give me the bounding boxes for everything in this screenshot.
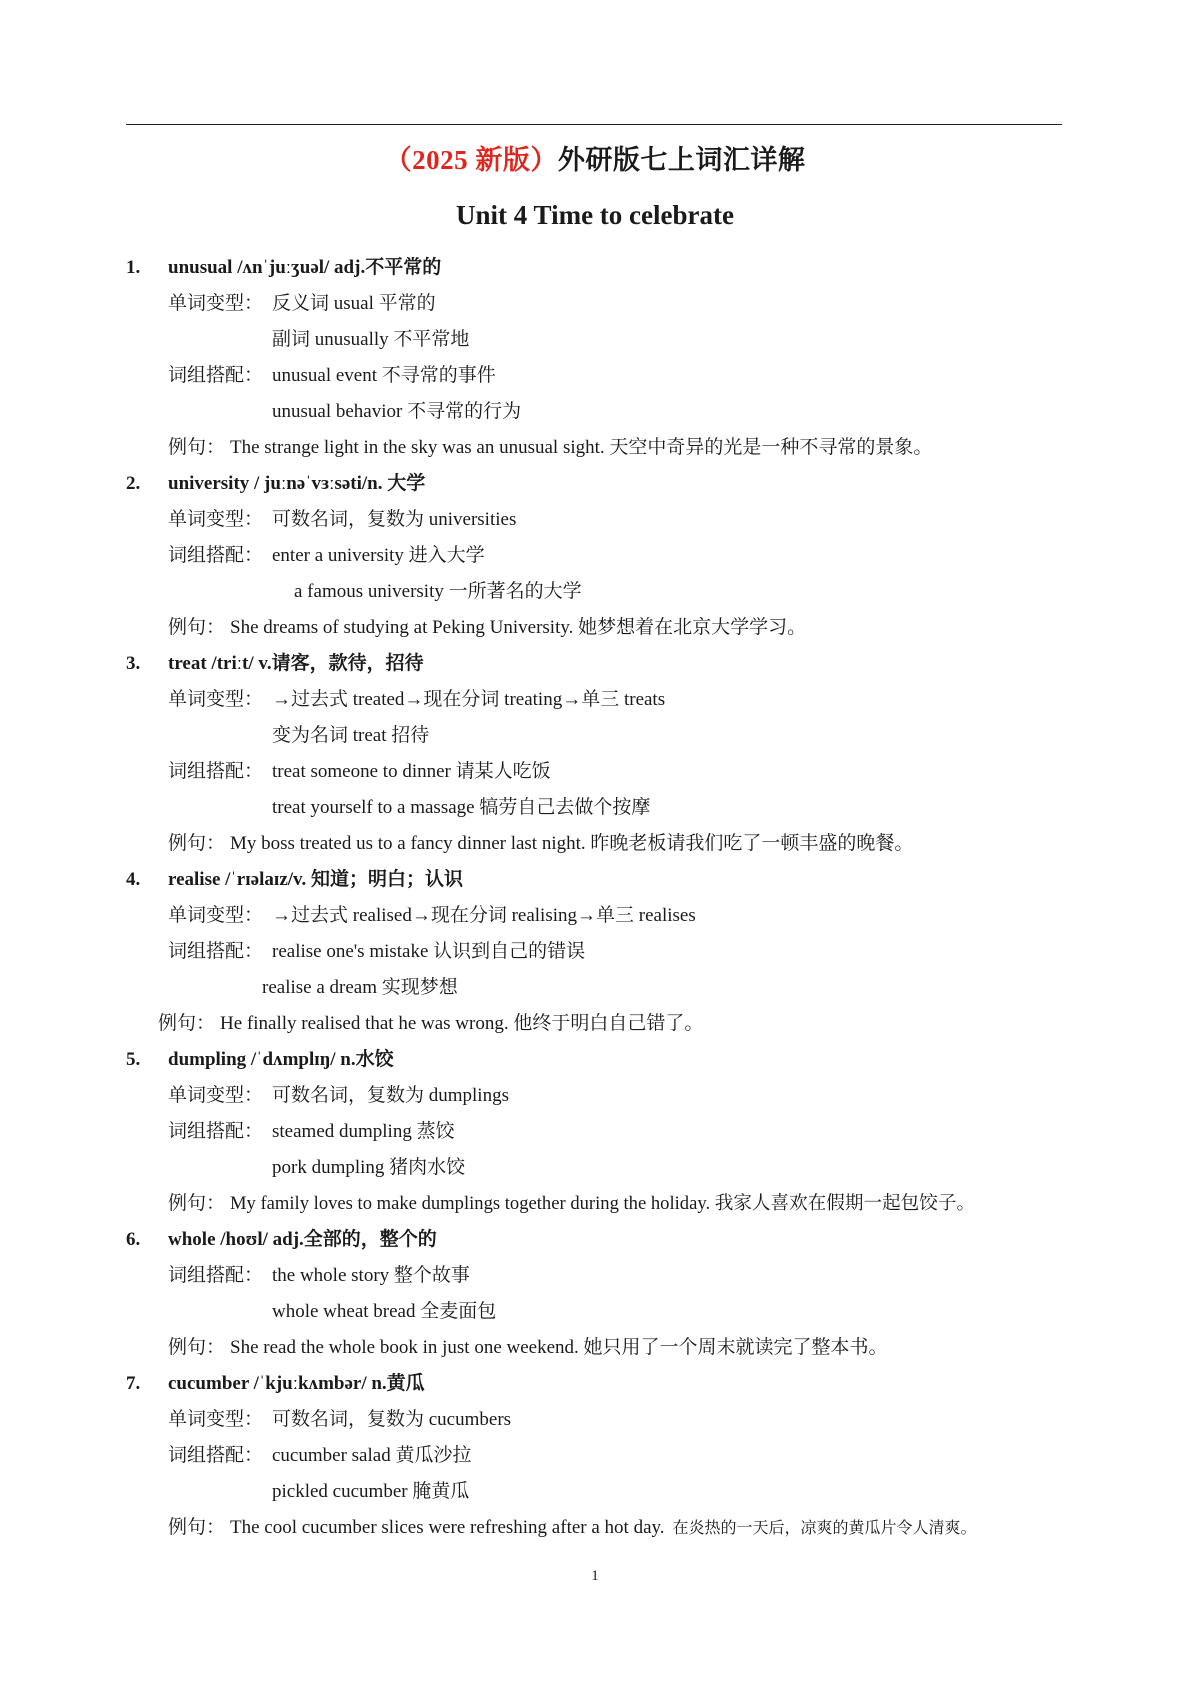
entry-headword: realise /ˈrɪəlaɪz/v. 知道；明白；认识 — [168, 869, 464, 890]
forms-line: 副词 unusually 不平常地 — [272, 329, 470, 350]
phrases-label: 词组搭配： — [168, 1265, 264, 1286]
header-rule — [126, 124, 1062, 125]
phrases-label: 词组搭配： — [168, 365, 264, 386]
phrase-line: treat someone to dinner 请某人吃饭 — [272, 761, 551, 782]
entry-headword: whole /hoʊl/ adj.全部的，整个的 — [168, 1229, 437, 1250]
example-english: The cool cucumber slices were refreshing after a hot day. — [230, 1517, 665, 1538]
entry-number: 4. — [126, 869, 141, 890]
entry-headword: unusual /ʌnˈjuːʒuəl/ adj.不平常的 — [168, 257, 442, 278]
title-text: 外研版七上词汇详解 — [557, 145, 806, 175]
example-label: 例句： — [168, 1517, 226, 1538]
phrases-label: 词组搭配： — [168, 545, 264, 566]
forms-label: 单词变型： — [168, 905, 264, 926]
forms-line: 反义词 usual 平常的 — [272, 293, 436, 314]
example-sentence — [230, 1516, 977, 1541]
example-label: 例句： — [158, 1013, 216, 1034]
phrase-line: whole wheat bread 全麦面包 — [272, 1301, 497, 1322]
phrases-label: 词组搭配： — [168, 761, 264, 782]
forms-line: 变为名词 treat 招待 — [272, 725, 430, 746]
phrase-line: realise a dream 实现梦想 — [262, 977, 458, 998]
document-title — [0, 138, 1190, 177]
phrases-label: 词组搭配： — [168, 941, 264, 962]
example-sentence: My boss treated us to a fancy dinner last night. 昨晚老板请我们吃了一顿丰盛的晚餐。 — [230, 833, 914, 854]
example-sentence: She dreams of studying at Peking University. 她梦想着在北京大学学习。 — [230, 617, 807, 638]
forms-label: 单词变型： — [168, 1409, 264, 1430]
phrase-line: enter a university 进入大学 — [272, 545, 485, 566]
phrase-line: unusual behavior 不寻常的行为 — [272, 401, 522, 422]
forms-line: 可数名词，复数为 cucumbers — [272, 1409, 512, 1430]
forms-line: 可数名词，复数为 dumplings — [272, 1085, 509, 1106]
example-chinese: 在炎热的一天后，凉爽的黄瓜片令人清爽。 — [672, 1520, 977, 1537]
phrase-line: pickled cucumber 腌黄瓜 — [272, 1481, 470, 1502]
phrase-line: pork dumpling 猪肉水饺 — [272, 1157, 466, 1178]
entry-headword: treat /triːt/ v.请客，款待，招待 — [168, 653, 424, 674]
example-sentence: She read the whole book in just one weekend. 她只用了一个周末就读完了整本书。 — [230, 1337, 888, 1358]
forms-label: 单词变型： — [168, 509, 264, 530]
entry-number: 6. — [126, 1229, 141, 1250]
entry-headword: dumpling /ˈdʌmplɪŋ/ n.水饺 — [168, 1049, 394, 1070]
entry-headword: university / juːnəˈvɜːsəti/n. 大学 — [168, 473, 426, 494]
entry-number: 2. — [126, 473, 141, 494]
forms-line: →过去式 realised→现在分词 realising→单三 realises — [272, 905, 696, 926]
forms-line: →过去式 treated→现在分词 treating→单三 treats — [272, 689, 666, 710]
forms-label: 单词变型： — [168, 293, 264, 314]
phrase-line: steamed dumpling 蒸饺 — [272, 1121, 455, 1142]
entry-number: 1. — [126, 257, 141, 278]
entry-number: 3. — [126, 653, 141, 674]
forms-label: 单词变型： — [168, 689, 264, 710]
example-label: 例句： — [168, 833, 226, 854]
phrase-line: a famous university 一所著名的大学 — [294, 581, 582, 602]
entry-number: 7. — [126, 1373, 141, 1394]
example-label: 例句： — [168, 1337, 226, 1358]
phrase-line: unusual event 不寻常的事件 — [272, 365, 496, 386]
phrase-line: realise one's mistake 认识到自己的错误 — [272, 941, 586, 962]
example-sentence: The strange light in the sky was an unusual sight. 天空中奇异的光是一种不寻常的景象。 — [230, 437, 933, 458]
example-label: 例句： — [168, 617, 226, 638]
entry-headword: cucumber /ˈkjuːkʌmbər/ n.黄瓜 — [168, 1373, 425, 1394]
phrases-label: 词组搭配： — [168, 1445, 264, 1466]
unit-title: Unit 4 Time to celebrate — [456, 200, 734, 230]
phrase-line: treat yourself to a massage 犒劳自己去做个按摩 — [272, 797, 651, 818]
example-label: 例句： — [168, 1193, 226, 1214]
entry-number: 5. — [126, 1049, 141, 1070]
phrase-line: the whole story 整个故事 — [272, 1265, 470, 1286]
example-sentence: My family loves to make dumplings together during the holiday. 我家人喜欢在假期一起包饺子。 — [230, 1193, 976, 1214]
forms-label: 单词变型： — [168, 1085, 264, 1106]
page-number: 1 — [591, 1568, 599, 1584]
forms-line: 可数名词，复数为 universities — [272, 509, 517, 530]
phrase-line: cucumber salad 黄瓜沙拉 — [272, 1445, 472, 1466]
example-label: 例句： — [168, 437, 226, 458]
title-year-tag: （2025 新版） — [384, 145, 558, 175]
phrases-label: 词组搭配： — [168, 1121, 264, 1142]
example-sentence: He finally realised that he was wrong. 他终于明白自己错了。 — [220, 1013, 704, 1034]
